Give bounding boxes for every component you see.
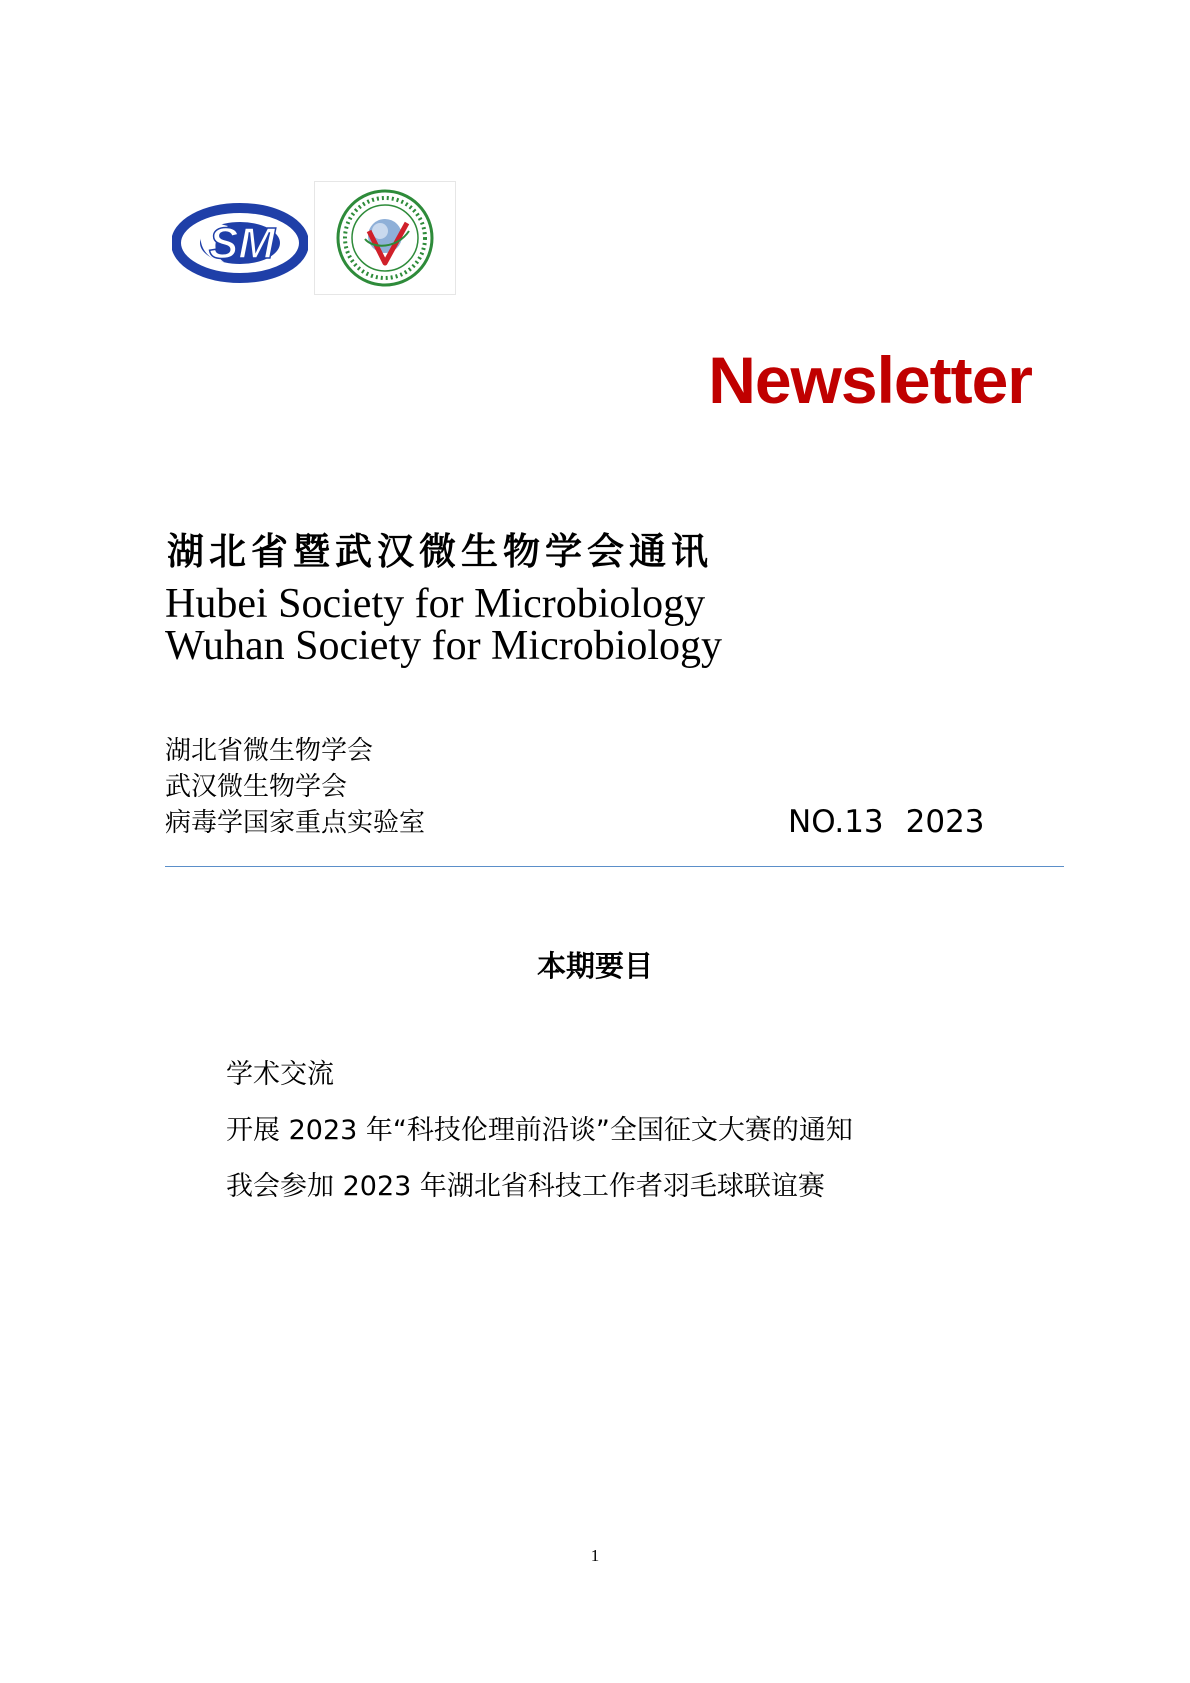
csm-logo — [172, 200, 308, 286]
toc-heading: 本期要目 — [536, 949, 653, 983]
organization-name: 武汉微生物学会 — [165, 772, 348, 802]
svg-text:SM: SM — [209, 219, 275, 268]
page-number: 1 — [590, 1546, 600, 1565]
issue-info — [788, 802, 985, 842]
toc-item[interactable]: 学术交流 — [226, 1059, 334, 1090]
organization-name: 病毒学国家重点实验室 — [165, 808, 426, 838]
virology-lab-logo-frame — [314, 181, 456, 295]
state-key-lab-virology-logo — [325, 187, 445, 289]
chinese-society-title: 湖北省暨武汉微生物学会通讯 — [167, 529, 713, 573]
toc-item[interactable]: 开展 2023 年“科技伦理前沿谈”全国征文大赛的通知 — [226, 1115, 853, 1146]
organization-name: 湖北省微生物学会 — [165, 736, 374, 766]
newsletter-title: Newsletter — [708, 343, 1032, 417]
toc-item[interactable]: 我会参加 2023 年湖北省科技工作者羽毛球联谊赛 — [226, 1171, 825, 1202]
issue-number: NO.13 — [788, 804, 884, 840]
english-title-hubei: Hubei Society for Microbiology — [165, 581, 706, 627]
issue-year: 2023 — [905, 804, 985, 840]
header-divider — [165, 866, 1064, 867]
english-title-wuhan: Wuhan Society for Microbiology — [165, 623, 723, 669]
